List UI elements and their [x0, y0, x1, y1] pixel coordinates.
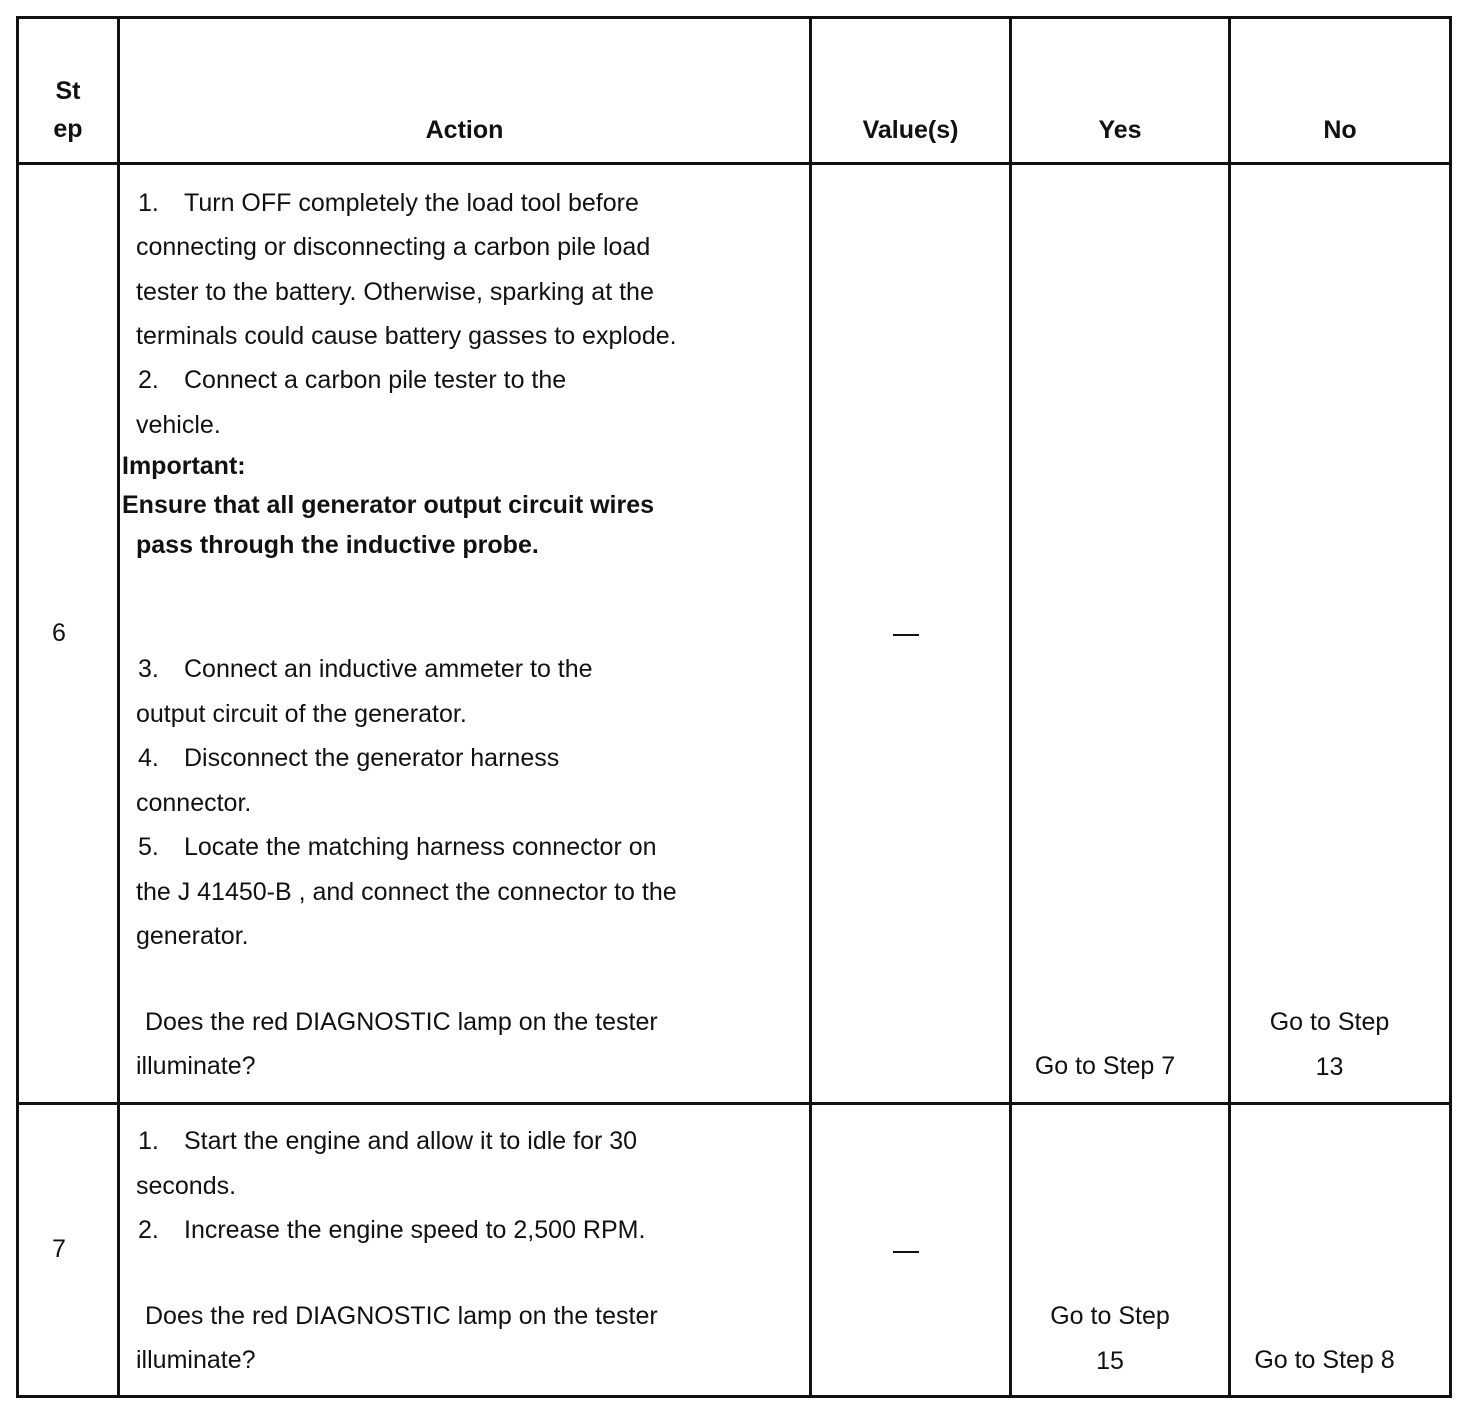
step-item-number: 4.: [138, 744, 159, 772]
column-divider-action: [809, 16, 812, 1398]
question-text: illuminate?: [136, 1052, 256, 1080]
yes-link[interactable]: Go to Step 15: [1050, 1302, 1170, 1375]
value-dash: [893, 634, 919, 636]
step-item-number: 2.: [138, 1216, 159, 1244]
column-divider-values: [1009, 16, 1012, 1398]
row-divider: [16, 1102, 1452, 1105]
action-text: Locate the matching harness connector on: [184, 833, 657, 861]
step-item-number: 5.: [138, 833, 159, 861]
step-item-number: 1.: [138, 189, 159, 217]
action-text: Disconnect the generator harness: [184, 744, 560, 772]
value-dash: [893, 1251, 919, 1253]
action-text: terminals could cause battery gasses to explode.: [136, 322, 677, 350]
step-item-number: 1.: [138, 1127, 159, 1155]
important-label: Important:: [122, 452, 246, 480]
step-item-number: 2.: [138, 366, 159, 394]
action-text: Start the engine and allow it to idle for 30: [184, 1127, 638, 1155]
important-note: Ensure that all generator output circuit wires: [122, 491, 655, 519]
action-text: Connect an inductive ammeter to the: [184, 655, 593, 683]
action-text: connector.: [136, 789, 252, 817]
action-text: the J 41450-B , and connect the connector to the: [136, 878, 677, 906]
action-text: Increase the engine speed to 2,500 RPM.: [184, 1216, 646, 1244]
action-text: output circuit of the generator.: [136, 700, 467, 728]
action-text: generator.: [136, 922, 249, 950]
header-divider: [16, 162, 1452, 165]
action-text: tester to the battery. Otherwise, sparking at the: [136, 278, 654, 306]
header-action: Action: [425, 116, 504, 144]
header-step: St ep: [53, 77, 83, 143]
header-values: Value(s): [862, 116, 959, 144]
no-link[interactable]: Go to Step 8: [1254, 1346, 1395, 1374]
header-yes: Yes: [1098, 116, 1142, 144]
step-number: 6: [52, 619, 66, 647]
important-note: pass through the inductive probe.: [136, 531, 539, 559]
action-text: Connect a carbon pile tester to the: [184, 366, 567, 394]
question-text: Does the red DIAGNOSTIC lamp on the tester: [145, 1008, 658, 1036]
action-text: Turn OFF completely the load tool before: [184, 189, 639, 217]
yes-link[interactable]: Go to Step 7: [1034, 1052, 1176, 1080]
action-text: connecting or disconnecting a carbon pile load: [136, 233, 651, 261]
column-divider-yes: [1228, 16, 1231, 1398]
question-text: Does the red DIAGNOSTIC lamp on the tester: [145, 1302, 658, 1330]
no-link[interactable]: Go to Step 13: [1269, 1008, 1390, 1081]
question-text: illuminate?: [136, 1346, 256, 1374]
action-text: vehicle.: [136, 411, 221, 439]
header-no: No: [1323, 116, 1357, 144]
step-item-number: 3.: [138, 655, 159, 683]
action-text: seconds.: [136, 1172, 237, 1200]
column-divider-step: [117, 16, 120, 1398]
step-number: 7: [52, 1235, 66, 1263]
